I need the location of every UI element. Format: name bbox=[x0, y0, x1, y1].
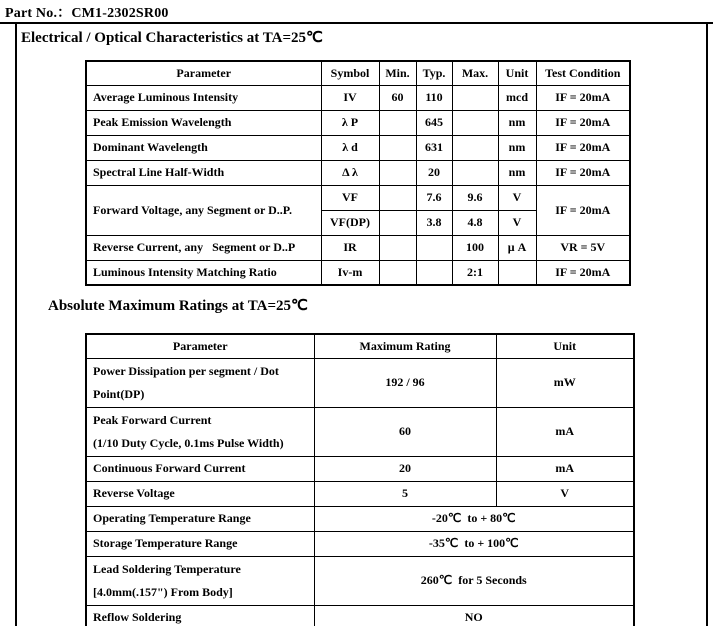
table-row bbox=[86, 235, 630, 260]
cell-parameter: Reverse Current, any Segment or D..P bbox=[86, 235, 321, 260]
table-header-row bbox=[86, 334, 634, 358]
cell-max bbox=[452, 85, 498, 110]
content-frame bbox=[15, 24, 708, 626]
cell-test-condition: IF = 20mA bbox=[536, 110, 630, 135]
cell-max bbox=[452, 135, 498, 160]
cell-typ bbox=[416, 260, 452, 285]
cell-test-condition: IF = 20mA bbox=[536, 185, 630, 235]
cell-parameter: Dominant Wavelength bbox=[86, 135, 321, 160]
cell-max: 4.8 bbox=[452, 210, 498, 235]
cell-min bbox=[379, 235, 416, 260]
cell-min bbox=[379, 135, 416, 160]
cell-parameter bbox=[86, 481, 314, 506]
table-row bbox=[86, 481, 634, 506]
cell-maximum-rating: -35℃ to + 100℃ bbox=[314, 531, 634, 556]
column-header: Test Condition bbox=[536, 61, 630, 85]
column-header: Maximum Rating bbox=[314, 334, 496, 358]
table-row bbox=[86, 160, 630, 185]
cell-unit: μ A bbox=[498, 235, 536, 260]
cell-max: 2:1 bbox=[452, 260, 498, 285]
parameter-line: Continuous Forward Current bbox=[93, 461, 246, 475]
table-row bbox=[86, 110, 630, 135]
cell-parameter bbox=[86, 358, 314, 407]
absolute-maximum-ratings-table bbox=[85, 333, 635, 626]
cell-unit: mcd bbox=[498, 85, 536, 110]
cell-unit: V bbox=[498, 210, 536, 235]
table-header-row bbox=[86, 61, 630, 85]
cell-maximum-rating: 60 bbox=[314, 407, 496, 456]
cell-symbol: λ d bbox=[321, 135, 379, 160]
cell-symbol: VF(DP) bbox=[321, 210, 379, 235]
cell-test-condition: IF = 20mA bbox=[536, 85, 630, 110]
cell-parameter: Luminous Intensity Matching Ratio bbox=[86, 260, 321, 285]
parameter-line: Operating Temperature Range bbox=[93, 511, 251, 525]
cell-test-condition: IF = 20mA bbox=[536, 135, 630, 160]
parameter-line: Lead Soldering Temperature bbox=[93, 561, 241, 576]
absolute-section-title: Absolute Maximum Ratings at TA=25℃ bbox=[48, 298, 308, 314]
cell-test-condition: VR = 5V bbox=[536, 235, 630, 260]
cell-test-condition: IF = 20mA bbox=[536, 160, 630, 185]
electrical-characteristics-table bbox=[85, 60, 631, 286]
cell-unit: mW bbox=[496, 358, 634, 407]
cell-unit: nm bbox=[498, 110, 536, 135]
table-row bbox=[86, 605, 634, 626]
cell-maximum-rating: 20 bbox=[314, 456, 496, 481]
cell-min: 60 bbox=[379, 85, 416, 110]
cell-parameter bbox=[86, 456, 314, 481]
column-header: Typ. bbox=[416, 61, 452, 85]
cell-parameter: Average Luminous Intensity bbox=[86, 85, 321, 110]
cell-parameter bbox=[86, 605, 314, 626]
cell-typ: 631 bbox=[416, 135, 452, 160]
cell-parameter bbox=[86, 407, 314, 456]
cell-unit bbox=[498, 260, 536, 285]
cell-unit: V bbox=[498, 185, 536, 210]
cell-symbol: IV bbox=[321, 85, 379, 110]
cell-test-condition: IF = 20mA bbox=[536, 260, 630, 285]
cell-parameter bbox=[86, 556, 314, 605]
cell-max: 100 bbox=[452, 235, 498, 260]
cell-min bbox=[379, 110, 416, 135]
column-header: Parameter bbox=[86, 61, 321, 85]
electrical-section-title: Electrical / Optical Characteristics at TA=25℃ bbox=[21, 30, 323, 46]
parameter-line: [4.0mm(.157") From Body] bbox=[93, 584, 233, 599]
cell-typ: 3.8 bbox=[416, 210, 452, 235]
cell-typ: 20 bbox=[416, 160, 452, 185]
table-row bbox=[86, 135, 630, 160]
cell-symbol: λ P bbox=[321, 110, 379, 135]
cell-min bbox=[379, 185, 416, 210]
cell-parameter bbox=[86, 531, 314, 556]
cell-maximum-rating: 260℃ for 5 Seconds bbox=[314, 556, 634, 605]
cell-symbol: VF bbox=[321, 185, 379, 210]
cell-maximum-rating: NO bbox=[314, 605, 634, 626]
cell-unit: mA bbox=[496, 456, 634, 481]
cell-typ: 110 bbox=[416, 85, 452, 110]
table-row bbox=[86, 185, 630, 210]
cell-min bbox=[379, 210, 416, 235]
table-row bbox=[86, 556, 634, 605]
cell-typ bbox=[416, 235, 452, 260]
cell-parameter bbox=[86, 506, 314, 531]
cell-max bbox=[452, 110, 498, 135]
cell-unit: mA bbox=[496, 407, 634, 456]
cell-typ: 645 bbox=[416, 110, 452, 135]
cell-parameter: Peak Emission Wavelength bbox=[86, 110, 321, 135]
cell-unit: V bbox=[496, 481, 634, 506]
column-header: Symbol bbox=[321, 61, 379, 85]
cell-symbol: IR bbox=[321, 235, 379, 260]
table-row bbox=[86, 407, 634, 456]
cell-max bbox=[452, 160, 498, 185]
column-header: Min. bbox=[379, 61, 416, 85]
table-row bbox=[86, 358, 634, 407]
parameter-line: Power Dissipation per segment / Dot bbox=[93, 363, 279, 378]
cell-parameter: Forward Voltage, any Segment or D..P. bbox=[86, 185, 321, 235]
table-row bbox=[86, 506, 634, 531]
parameter-line: Reflow Soldering bbox=[93, 609, 182, 624]
column-header: Parameter bbox=[86, 334, 314, 358]
cell-max: 9.6 bbox=[452, 185, 498, 210]
cell-unit: nm bbox=[498, 135, 536, 160]
cell-maximum-rating: -20℃ to + 80℃ bbox=[314, 506, 634, 531]
cell-unit: nm bbox=[498, 160, 536, 185]
table-row bbox=[86, 456, 634, 481]
column-header: Max. bbox=[452, 61, 498, 85]
parameter-line: (1/10 Duty Cycle, 0.1ms Pulse Width) bbox=[93, 435, 284, 450]
cell-typ: 7.6 bbox=[416, 185, 452, 210]
column-header: Unit bbox=[498, 61, 536, 85]
table-row bbox=[86, 531, 634, 556]
cell-min bbox=[379, 160, 416, 185]
table-row bbox=[86, 260, 630, 285]
cell-min bbox=[379, 260, 416, 285]
cell-maximum-rating: 192 / 96 bbox=[314, 358, 496, 407]
parameter-line: Peak Forward Current bbox=[93, 412, 212, 427]
cell-symbol: Δ λ bbox=[321, 160, 379, 185]
column-header: Unit bbox=[496, 334, 634, 358]
cell-symbol: Iv-m bbox=[321, 260, 379, 285]
cell-parameter: Spectral Line Half-Width bbox=[86, 160, 321, 185]
parameter-line: Point(DP) bbox=[93, 386, 145, 401]
parameter-line: Storage Temperature Range bbox=[93, 536, 238, 550]
parameter-line: Reverse Voltage bbox=[93, 486, 175, 500]
cell-maximum-rating: 5 bbox=[314, 481, 496, 506]
table-row bbox=[86, 85, 630, 110]
part-number: Part No.：CM1-2302SR00 bbox=[5, 6, 169, 21]
